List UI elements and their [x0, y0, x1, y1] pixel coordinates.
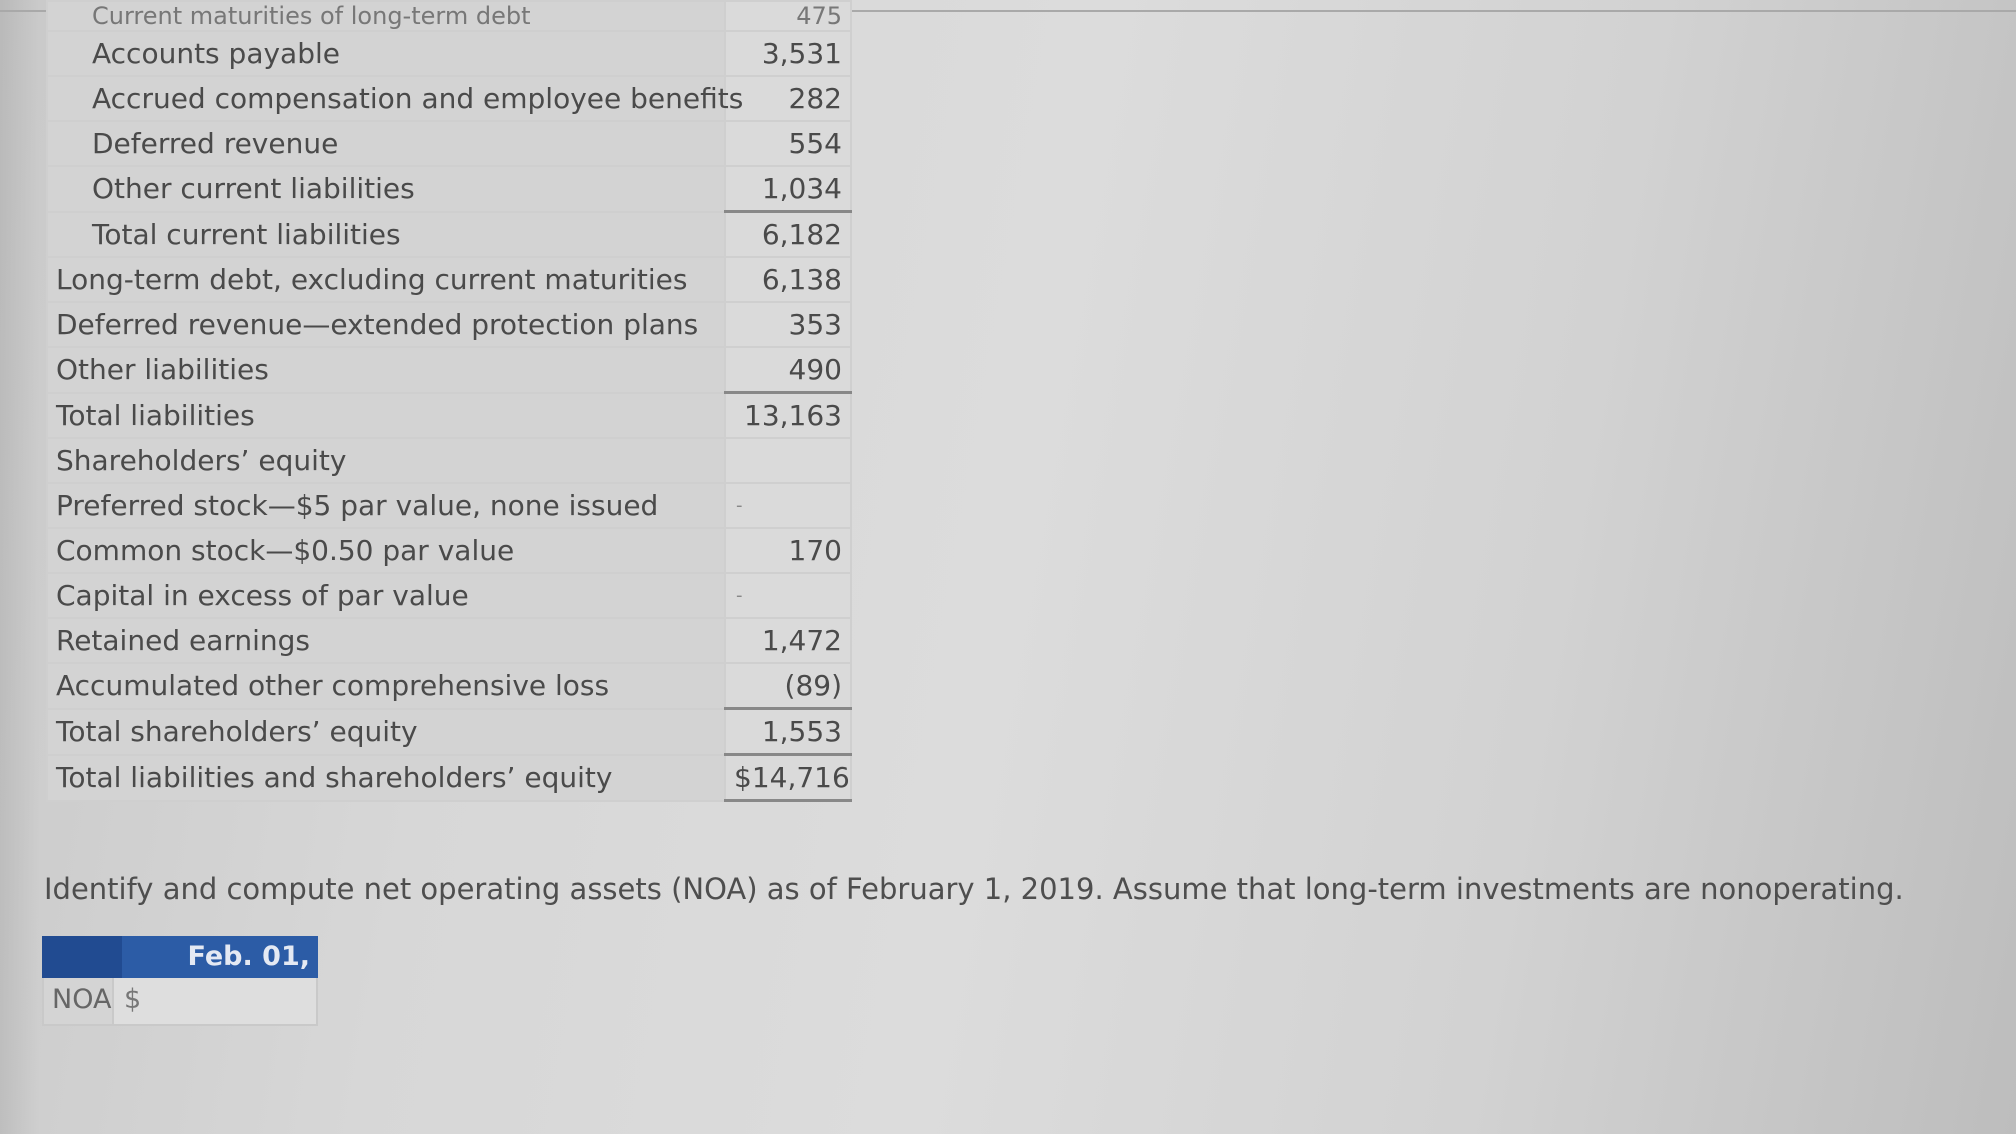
table-row: [47, 663, 851, 709]
table-row: [47, 393, 851, 439]
row-value: 475: [725, 1, 851, 31]
row-label: Capital in excess of par value: [47, 573, 725, 618]
row-value: -: [725, 483, 851, 528]
table-row: [47, 755, 851, 801]
question-text: Identify and compute net operating assets (NOA) as of February 1, 2019. Assume that long-term investments are nonoperating.: [44, 872, 1904, 906]
noa-date-header: Feb. 01,: [42, 936, 318, 978]
row-value: 353: [725, 302, 851, 347]
row-label: Deferred revenue—extended protection plans: [47, 302, 725, 347]
row-value: 1,553: [725, 709, 851, 755]
row-label: Retained earnings: [47, 618, 725, 663]
row-value: [725, 438, 851, 483]
table-row: [47, 483, 851, 528]
balance-sheet-table: [46, 0, 852, 802]
row-label: Accounts payable: [47, 31, 725, 76]
row-label: Total liabilities: [47, 393, 725, 439]
table-row: [47, 438, 851, 483]
row-value: (89): [725, 663, 851, 709]
row-label: Accrued compensation and employee benefits: [47, 76, 725, 121]
row-label: Other current liabilities: [47, 166, 725, 212]
noa-label: NOA: [44, 978, 114, 1024]
row-value: 6,182: [725, 212, 851, 258]
row-label: Total liabilities and shareholders’ equity: [47, 755, 725, 801]
table-row: [47, 121, 851, 166]
row-label: Current maturities of long-term debt: [47, 1, 725, 31]
row-value: -: [725, 573, 851, 618]
table-row: [47, 76, 851, 121]
row-label: Accumulated other comprehensive loss: [47, 663, 725, 709]
table-row: [47, 573, 851, 618]
row-label: Preferred stock—$5 par value, none issued: [47, 483, 725, 528]
edge-shadow: [0, 0, 40, 1134]
table-row: [47, 618, 851, 663]
table-row: [47, 212, 851, 258]
table-row: [47, 528, 851, 573]
table-row: [47, 302, 851, 347]
row-value: 1,034: [725, 166, 851, 212]
row-value: 490: [725, 347, 851, 393]
table-row: [47, 31, 851, 76]
row-value: 1,472: [725, 618, 851, 663]
row-label: Deferred revenue: [47, 121, 725, 166]
row-value: 282: [725, 76, 851, 121]
row-label: Total shareholders’ equity: [47, 709, 725, 755]
table-row-partial: [47, 1, 851, 31]
row-value: 554: [725, 121, 851, 166]
row-label: Long-term debt, excluding current maturities: [47, 257, 725, 302]
row-label: Other liabilities: [47, 347, 725, 393]
table-row: [47, 347, 851, 393]
row-value: 6,138: [725, 257, 851, 302]
row-value: $14,716: [725, 755, 851, 801]
row-label: Total current liabilities: [47, 212, 725, 258]
table-row: [47, 257, 851, 302]
row-label: Shareholders’ equity: [47, 438, 725, 483]
noa-input[interactable]: $: [114, 978, 316, 1024]
row-value: 170: [725, 528, 851, 573]
table-row: [47, 166, 851, 212]
row-label: Common stock—$0.50 par value: [47, 528, 725, 573]
row-value: 3,531: [725, 31, 851, 76]
noa-answer-table: [42, 936, 318, 1026]
noa-row: [42, 978, 318, 1026]
row-value: 13,163: [725, 393, 851, 439]
table-row: [47, 709, 851, 755]
